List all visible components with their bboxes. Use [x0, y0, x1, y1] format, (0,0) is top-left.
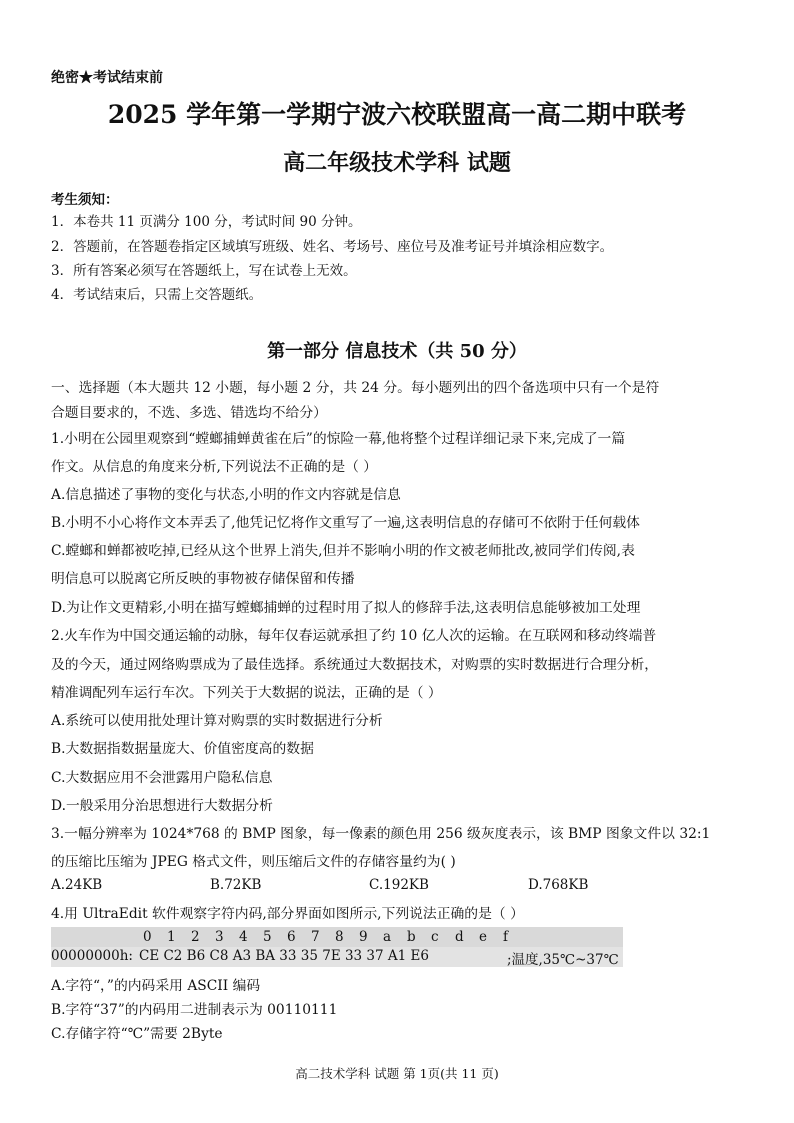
confidential-mark: 绝密★考试结束前: [51, 70, 163, 86]
q4-option-b: B.字符“37”的内码用二进制表示为 00110111: [51, 1002, 338, 1018]
hex-col: c: [431, 929, 439, 945]
hex-col: 1: [167, 929, 176, 945]
page-footer: 高二技术学科 试题 第 1页(共 11 页): [295, 1066, 499, 1081]
hex-col: 2: [191, 929, 200, 945]
hex-col: 9: [359, 929, 368, 945]
exam-subtitle: 高二年级技术学科 试题: [283, 150, 511, 176]
hex-col: 7: [311, 929, 320, 945]
hex-col: 0: [143, 929, 152, 945]
hex-col: f: [503, 929, 508, 945]
q4-option-c: C.存储字符“℃”需要 2Byte: [51, 1026, 223, 1042]
notice-item: 1．本卷共 11 页满分 100 分，考试时间 90 分钟。: [51, 214, 362, 230]
part-heading: 第一部分 信息技术（共 50 分）: [267, 341, 527, 362]
q2-option-a: A.系统可以使用批处理计算对购票的实时数据进行分析: [51, 713, 383, 729]
hex-col: 4: [239, 929, 248, 945]
hex-column-header: [51, 927, 623, 947]
q4-stem: 4.用 UltraEdit 软件观察字符内码,部分界面如图所示,下列说法正确的是（ ）: [51, 906, 524, 922]
q1-option-b: B.小明不小心将作文本弄丢了,他凭记忆将作文重写了一遍,这表明信息的存储可不依附于任何载体: [51, 515, 640, 531]
q3-stem: 3.一幅分辨率为 1024*768 的 BMP 图象，每一像素的颜色用 256 级灰度表示，该 BMP 图象文件以 32:1: [51, 826, 711, 842]
hex-address: 00000000h:: [51, 948, 133, 964]
hex-col: a: [383, 929, 392, 945]
section-instructions: 合题目要求的，不选、多选、错选均不给分）: [51, 405, 327, 421]
q1-option-a: A.信息描述了事物的变化与状态,小明的作文内容就是信息: [51, 487, 401, 503]
q2-option-d: D.一般采用分治思想进行大数据分析: [51, 798, 273, 814]
q1-stem: 作文。从信息的角度来分析,下列说法不正确的是（ ）: [51, 459, 378, 475]
q1-option-c-cont: 明信息可以脱离它所反映的事物被存储保留和传播: [51, 571, 355, 587]
q2-stem: 精准调配列车运行车次。下列关于大数据的说法，正确的是（ ）: [51, 685, 442, 701]
hex-col: d: [455, 929, 464, 945]
q4-option-a: A.字符“，”的内码采用 ASCII 编码: [51, 978, 261, 994]
hex-col: 6: [287, 929, 296, 945]
hex-bytes: CE C2 B6 C8 A3 BA 33 35 7E 33 37 A1 E6: [139, 948, 429, 964]
q2-stem: 及的今天，通过网络购票成为了最佳选择。系统通过大数据技术，对购票的实时数据进行合理分析，: [51, 657, 659, 673]
hex-col: e: [479, 929, 487, 945]
exam-title: 2025 学年第一学期宁波六校联盟高一高二期中联考: [107, 100, 687, 129]
q3-option-a: A.24KB: [51, 877, 103, 893]
q3-option-d: D.768KB: [528, 877, 589, 893]
notice-item: 4．考试结束后，只需上交答题纸。: [51, 287, 263, 303]
q3-stem: 的压缩比压缩为 JPEG 格式文件，则压缩后文件的存储容量约为( ): [51, 854, 456, 870]
q1-option-c: C.螳螂和蝉都被吃掉,已经从这个世界上消失,但并不影响小明的作文被老师批改,被同学们传阅,表: [51, 543, 635, 559]
q2-option-b: B.大数据指数据量庞大、价值密度高的数据: [51, 741, 314, 757]
q3-option-c: C.192KB: [369, 877, 429, 893]
notice-heading: 考生须知：: [51, 192, 119, 208]
hex-col: 3: [215, 929, 224, 945]
notice-item: 2．答题前，在答题卷指定区域填写班级、姓名、考场号、座位号及准考证号并填涂相应数字。: [51, 239, 614, 255]
hex-data-row: [51, 947, 623, 967]
notice-item: 3．所有答案必须写在答题纸上，写在试卷上无效。: [51, 263, 357, 279]
hex-col: 5: [263, 929, 272, 945]
hex-text: ;温度,35℃~37℃: [507, 952, 619, 967]
q1-option-d: D.为让作文更精彩,小明在描写螳螂捕蝉的过程时用了拟人的修辞手法,这表明信息能够被加工处理: [51, 600, 641, 616]
hex-col: b: [407, 929, 416, 945]
hex-col: 8: [335, 929, 344, 945]
q1-stem: 1.小明在公园里观察到“螳螂捕蝉黄雀在后”的惊险一幕,他将整个过程详细记录下来,完成了一篇: [51, 431, 626, 447]
hex-editor-figure: [51, 927, 623, 967]
section-instructions: 一、选择题（本大题共 12 小题，每小题 2 分，共 24 分。每小题列出的四个备选项中只有一个是符: [51, 380, 660, 396]
q2-option-c: C.大数据应用不会泄露用户隐私信息: [51, 770, 273, 786]
q3-option-b: B.72KB: [210, 877, 262, 893]
q2-stem: 2.火车作为中国交通运输的动脉，每年仅春运就承担了约 10 亿人次的运输。在互联网和移动终端普: [51, 628, 657, 644]
